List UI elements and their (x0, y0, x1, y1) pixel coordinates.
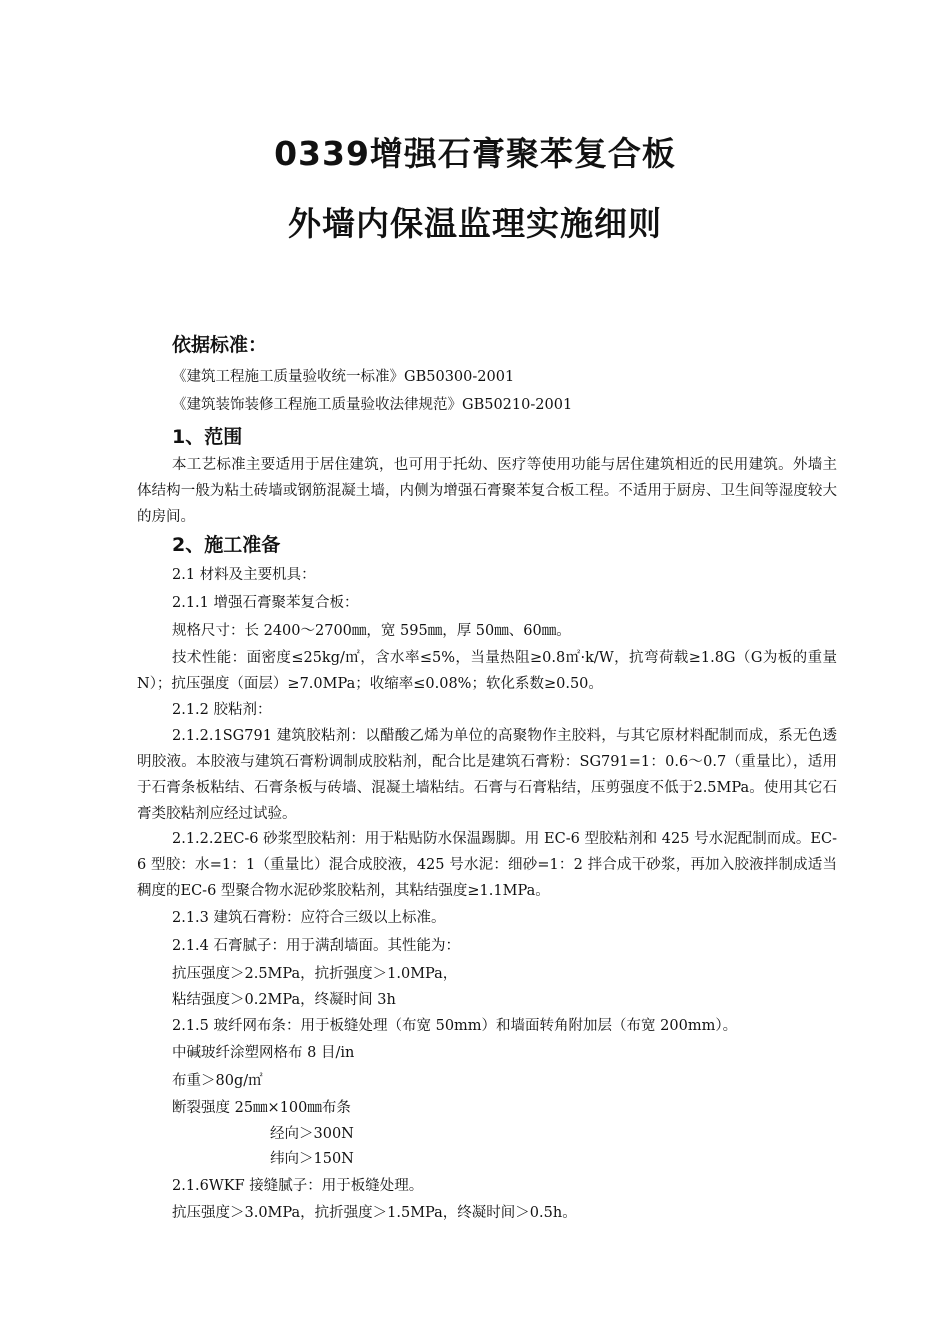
clause-2-1-1-size: 规格尺寸：长 2400～2700㎜，宽 595㎜，厚 50㎜、60㎜。 (172, 623, 571, 639)
clause-2-1-2-1: 2.1.2.1SG791 建筑胶粘剂：以醋酸乙烯为单位的高聚物作主胶料，与其它原材料配制而成，系无色透明胶液。本胶液与建筑石膏粉调制成胶粘剂，配合比是建筑石膏粉：SG791=1：0.6～0.7（重量比），适用于石膏条板粘结、石膏条板与砖墙、混凝土墙粘结。石膏与石膏粘结，压剪强度不低于2.5MPa。使用其它石膏类胶粘剂应经过试验。 (137, 728, 837, 822)
document-title-line2: 外墙内保温监理实施细则 (288, 204, 662, 243)
clause-2-1-4-a: 抗压强度＞2.5MPa，抗折强度＞1.0MPa， (172, 966, 458, 982)
section1-text: 本工艺标准主要适用于居住建筑，也可用于托幼、医疗等使用功能与居住建筑相近的民用建筑。外墙主体结构一般为粘土砖墙或钢筋混凝土墙，内侧为增强石膏聚苯复合板工程。不适用于厨房、卫生间等湿度较大的房间。 (137, 457, 837, 525)
clause-2-1-6: 2.1.6WKF 接缝腻子：用于板缝处理。 (172, 1178, 424, 1194)
clause-2-1-2-2: 2.1.2.2EC-6 砂浆型胶粘剂：用于粘贴防水保温踢脚。用 EC-6 型胶粘剂和 425 号水泥配制而成。EC-6 型胶：水=1：1（重量比）混合成胶液，425 号水泥：细砂=1：2 拌合成干砂浆，再加入胶液拌制成适当稠度的EC-6 型聚合物水泥砂浆胶粘剂，其粘结强度≥1.1MPa。 (137, 831, 837, 899)
document-title-line1: 0339增强石膏聚苯复合板 (274, 134, 676, 173)
basis-heading: 依据标准： (172, 334, 268, 356)
clause-2-1: 2.1 材料及主要机具： (172, 567, 316, 583)
clause-2-1-5-c: 断裂强度 25㎜×100㎜布条 (172, 1100, 351, 1116)
clause-2-1-4-b: 粘结强度＞0.2MPa，终凝时间 3h (172, 992, 396, 1008)
clause-2-1-5-d: 经向＞300N (270, 1126, 354, 1142)
basis-item: 《建筑装饰装修工程施工质量验收法律规范》GB50210-2001 (172, 397, 573, 413)
clause-2-1-5-a: 中碱玻纤涂塑网格布 8 目/in (172, 1045, 355, 1061)
clause-2-1-3: 2.1.3 建筑石膏粉：应符合三级以上标准。 (172, 910, 446, 926)
basis-item: 《建筑工程施工质量验收统一标准》GB50300-2001 (172, 369, 515, 385)
clause-2-1-1-performance: 技术性能：面密度≤25kg/㎡，含水率≤5%，当量热阻≥0.8㎡·k/W，抗弯荷载≥1.8G（G为板的重量N）；抗压强度（面层）≥7.0MPa；收缩率≤0.08%；软化系数≥0.50。 (137, 650, 837, 692)
section2-heading: 2、施工准备 (172, 534, 281, 556)
clause-2-1-6-a: 抗压强度＞3.0MPa，抗折强度＞1.5MPa，终凝时间＞0.5h。 (172, 1205, 577, 1221)
clause-2-1-5-b: 布重＞80g/㎡ (172, 1073, 263, 1089)
section1-heading: 1、范围 (172, 426, 243, 448)
clause-2-1-2: 2.1.2 胶粘剂： (172, 702, 272, 718)
clause-2-1-5-e: 纬向＞150N (270, 1151, 354, 1167)
clause-2-1-4: 2.1.4 石膏腻子：用于满刮墙面。其性能为： (172, 938, 461, 954)
clause-2-1-1: 2.1.1 增强石膏聚苯复合板： (172, 595, 359, 611)
clause-2-1-5: 2.1.5 玻纤网布条：用于板缝处理（布宽 50mm）和墙面转角附加层（布宽 200mm）。 (172, 1018, 738, 1034)
